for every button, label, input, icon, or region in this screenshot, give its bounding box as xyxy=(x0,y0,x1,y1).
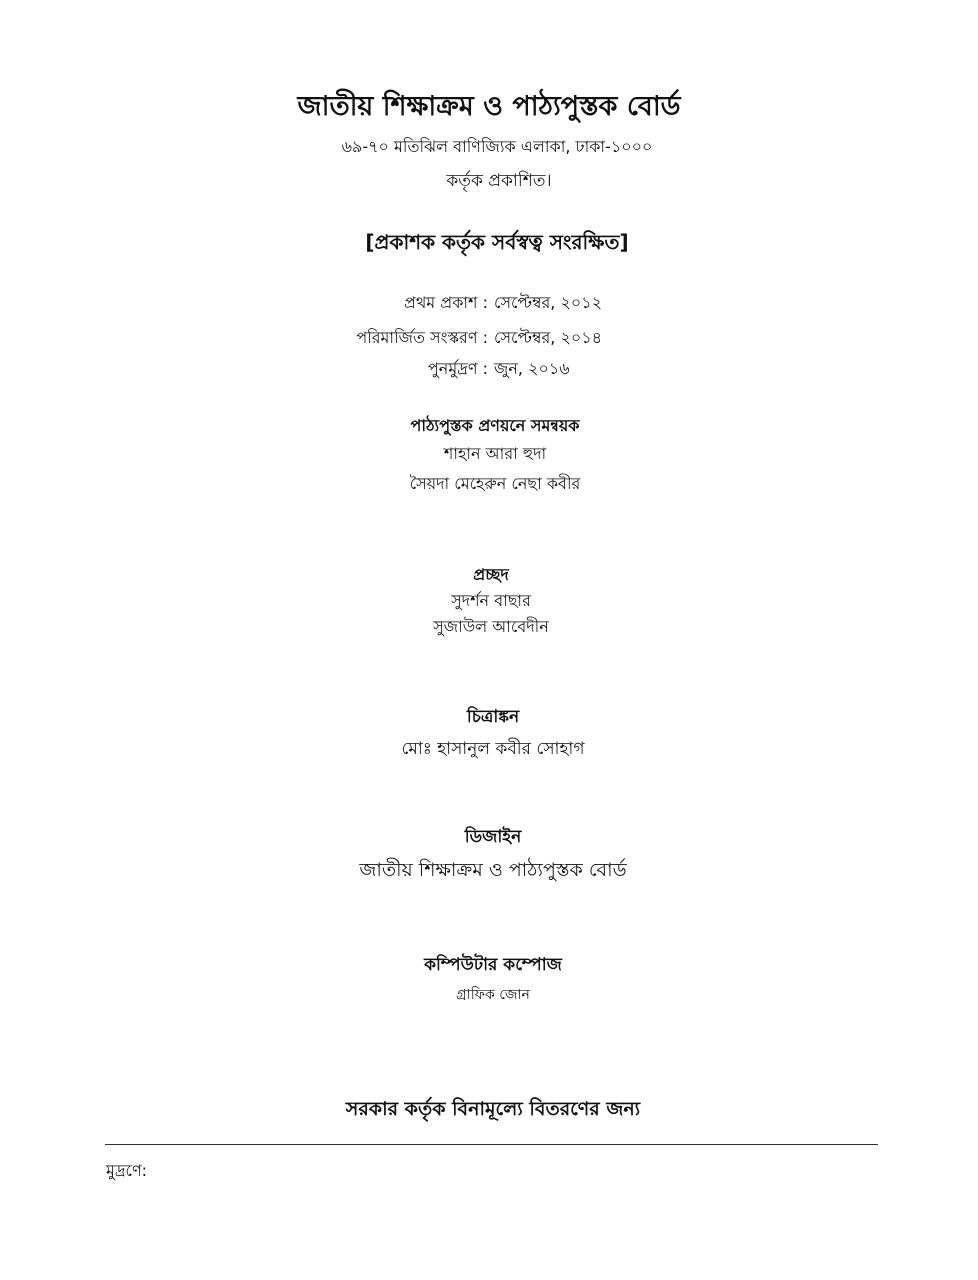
edition-label: পরিমার্জিত সংস্করণ : xyxy=(356,328,488,347)
cover-designer-name: সুজাউল আবেদীন xyxy=(433,617,549,636)
publisher-name: জাতীয় শিক্ষাক্রম ও পাঠ্যপুস্তক বোর্ড xyxy=(297,91,681,122)
edition-row xyxy=(0,356,978,380)
design-heading: ডিজাইন xyxy=(464,827,522,847)
edition-label: পুনর্মুদ্রণ : xyxy=(427,359,488,378)
illustrator-name: মোঃ হাসানুল কবীর সোহাগ xyxy=(401,739,585,759)
divider-line xyxy=(105,1144,878,1145)
edition-row xyxy=(0,325,978,349)
edition-date: সেপ্টেম্বর, ২০১২ xyxy=(494,293,603,312)
printer-label: মুদ্রণে: xyxy=(106,1161,148,1180)
free-distribution-note: সরকার কর্তৃক বিনামূল্যে বিতরণের জন্য xyxy=(345,1098,641,1120)
designer-name: জাতীয় শিক্ষাক্রম ও পাঠ্যপুস্তক বোর্ড xyxy=(359,859,627,881)
edition-date: সেপ্টেম্বর, ২০১৪ xyxy=(494,328,603,347)
copyright-notice: [প্রকাশক কর্তৃক সর্বস্বত্ব সংরক্ষিত] xyxy=(365,230,629,254)
edition-date: জুন, ২০১৬ xyxy=(494,359,570,378)
published-by-line: কর্তৃক প্রকাশিত। xyxy=(446,171,552,191)
composition-heading: কম্পিউটার কম্পোজ xyxy=(424,955,562,975)
coordinator-name: সৈয়দা মেহেরুন নেছা কবীর xyxy=(409,474,581,493)
edition-label: প্রথম প্রকাশ : xyxy=(404,293,488,312)
cover-designer-name: সুদর্শন বাছার xyxy=(451,591,531,610)
publisher-address: ৬৯-৭০ মতিঝিল বাণিজ্যিক এলাকা, ঢাকা-১০০০ xyxy=(341,137,653,156)
illustration-heading: চিত্রাঙ্কন xyxy=(466,707,520,727)
cover-heading: প্রচ্ছদ xyxy=(473,565,509,584)
composer-name: গ্রাফিক জোন xyxy=(456,987,530,1003)
edition-row xyxy=(0,290,978,314)
coordinator-name: শাহান আরা হুদা xyxy=(443,444,547,463)
coordinators-heading: পাঠ্যপুস্তক প্রণয়নে সমন্বয়ক xyxy=(410,416,580,435)
